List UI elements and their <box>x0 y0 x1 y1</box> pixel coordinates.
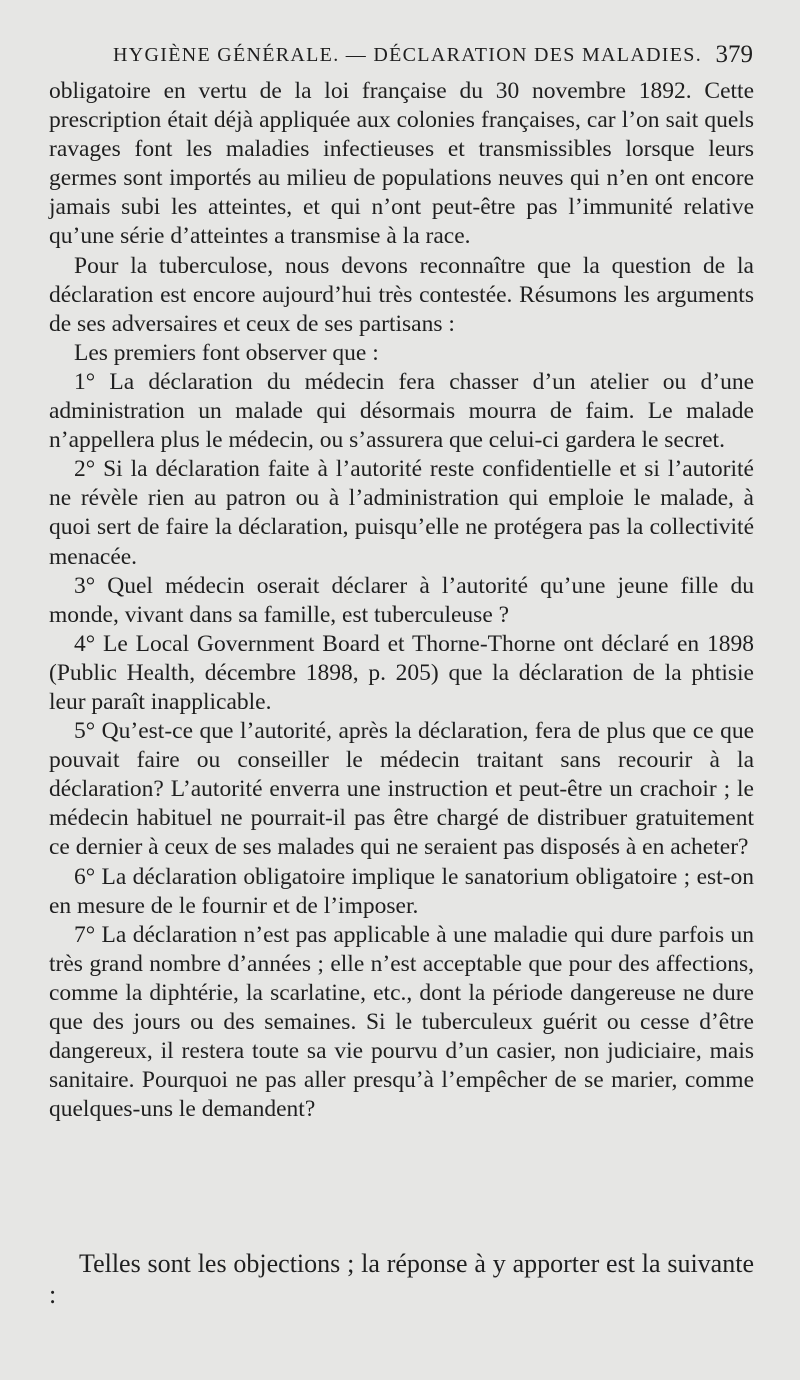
list-item: 3° Quel médecin oserait déclarer à l’autorité qu’une jeune fille du monde, vivant dans sa famille, est tuberculeuse ? <box>49 572 754 628</box>
list-item: 7° La déclaration n’est pas applicable à une maladie qui dure parfois un très grand nombre d’années ; elle n’est acceptable que pour des affections, comme la diphtérie, la scarlatine, etc., dont la période dangereuse ne dure que des jours ou des semaines. Si le tuberculeux guérit ou cesse d’être dangereux, il restera toute sa vie pourvu d’un casier, non judiciaire, mais sanitaire. Pourquoi ne pas aller presqu’à l’empêcher de se marier, comme quelques-uns le demandent? <box>49 921 754 1123</box>
paragraph: obligatoire en vertu de la loi française du 30 novembre 1892. Cette prescription était déjà appliquée aux colonies françaises, car l’on sait quels ravages font les maladies infectieuses et transmissibles lorsque leurs germes sont importés au milieu de populations neuves qui n’en ont encore jamais subi les atteintes, et qui n’ont peut-être pas l’immunité relative qu’une série d’atteintes a transmise à la race. <box>49 78 754 250</box>
list-item: 6° La déclaration obligatoire implique le sanatorium obligatoire ; est-on en mesure de le fournir et de l’imposer. <box>49 863 754 919</box>
list-item: 5° Qu’est-ce que l’autorité, après la déclaration, fera de plus que ce que pouvait faire ou conseiller le médecin traitant sans recourir à la déclaration? L’autorité enverra une instruction et peut-être un crachoir ; le médecin habituel ne pourrait-il pas être chargé de distribuer gratuitement ce dernier à ceux de ses malades qui ne seraient pas disposés à en acheter? <box>49 718 754 861</box>
closing-paragraph: Telles sont les objections ; la réponse à y apporter est la suivante : <box>49 1249 754 1309</box>
running-head: HYGIÈNE GÉNÉRALE. — DÉCLARATION DES MALADIES. <box>113 43 703 66</box>
paragraph: Pour la tuberculose, nous devons reconnaître que la question de la déclaration est encore aujourd’hui très contestée. Résumons les arguments de ses adversaires et ceux de ses partisans : <box>49 252 754 337</box>
list-item: 2° Si la déclaration faite à l’autorité reste confidentielle et si l’autorité ne révèle rien au patron ou à l’administration qui emploie le malade, à quoi sert de faire la déclaration, puisqu’elle ne protégera pas la collectivité menacée. <box>49 456 754 570</box>
paragraph: Les premiers font observer que : <box>74 339 379 366</box>
page-number: 379 <box>715 41 753 68</box>
body-text <box>49 77 754 1124</box>
list-item: 4° Le Local Government Board et Thorne-Thorne ont déclaré en 1898 (Public Health, décembre 1898, p. 205) que la déclaration de la phtisie leur paraît inapplicable. <box>49 630 754 715</box>
page-header <box>113 40 753 70</box>
list-item: 1° La déclaration du médecin fera chasser d’un atelier ou d’une administration un malade qui désormais mourra de faim. Le malade n’appellera plus le médecin, ou s’assurera que celui-ci gardera le secret. <box>49 368 754 454</box>
